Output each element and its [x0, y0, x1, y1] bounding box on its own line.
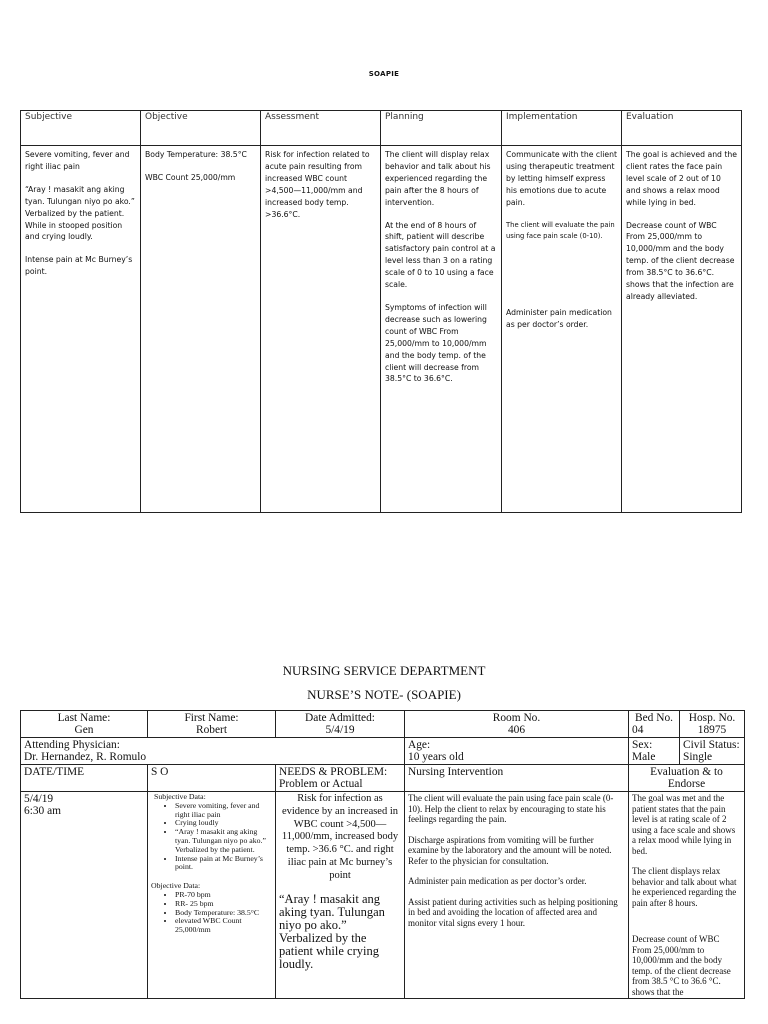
assessment-text: Risk for infection related to acute pain resulting from increased WBC count >4,500—11,000/mm and increased body temp. >36.6°C. — [265, 150, 370, 219]
header-objective: Objective — [141, 111, 261, 146]
planning-text: Symptoms of infection will decrease such as lowering count of WBC From 25,000/mm to 10,000/mm and the body temp. of the client will decrease from 38.5°C to 36.6°C. — [385, 302, 487, 384]
soapie-header-row — [21, 111, 742, 146]
planning-cell — [381, 146, 502, 513]
header-evaluation: Evaluation — [622, 111, 742, 146]
header-assessment: Assessment — [261, 111, 381, 146]
page-title: SOAPIE — [368, 70, 400, 78]
date-admitted-cell — [276, 711, 405, 738]
room-value: 406 — [507, 724, 526, 736]
last-name-label: Last Name: — [57, 712, 111, 724]
needs-cell — [276, 792, 405, 999]
objective-text: WBC Count 25,000/mm — [145, 172, 236, 182]
age-cell — [405, 738, 629, 765]
department-heading: NURSING SERVICE DEPARTMENT — [282, 663, 486, 678]
col-so: S O — [148, 765, 276, 792]
subjective-text: Intense pain at Mc Burney’s point. — [25, 255, 133, 277]
patient-info-row — [21, 711, 745, 738]
assessment-cell — [261, 146, 381, 513]
age-value: 10 years old — [408, 751, 464, 763]
needs-problem-text: Risk for infection as evidence by an increased in WBC count >4,500—11,000/mm, increased body temp. >36.6 °C. and right iliac pain at Mc burney’s point — [281, 793, 399, 881]
first-name-value: Robert — [195, 724, 227, 736]
list-item: • Intense pain at Mc Burney’s point. — [175, 855, 272, 873]
list-item: • RR- 25 bpm — [175, 900, 272, 909]
needs-quote: “Aray ! masakit ang aking tyan. Tulungan niyo po ako.” Verbalized by the patient while crying loudly. — [279, 891, 385, 971]
col-intervention: Nursing Intervention — [405, 765, 629, 792]
list-item: • “Aray ! masakit ang aking tyan. Tulungan niyo po ako.” Verbalized by the patient. — [175, 828, 272, 854]
room-label: Room No. — [492, 712, 541, 724]
evaluation-text: Decrease count of WBC From 25,000/mm to 10,000/mm and the body temp. of the client decrease from 38.5°C to 36.6°C. shows that the infection are already alleviated. — [626, 220, 735, 301]
evaluation-text: The client displays relax behavior and talk about what he experienced regarding the pain after 8 hours. — [632, 866, 737, 908]
evaluation-text: The goal is achieved and the client rates the face pain level scale of 2 out of 10 and shows a relax mood while lying in bed. — [626, 150, 737, 207]
entry-date: 5/4/19 — [24, 793, 54, 805]
nurses-note-table — [20, 710, 745, 999]
hosp-value: 18975 — [697, 724, 727, 736]
list-item: • PR-70 bpm — [175, 891, 272, 900]
objective-data-label: Objective Data: — [151, 881, 201, 891]
subjective-text: “Aray ! masakit ang aking tyan. Tulungan niyo po ako.” Verbalized by the patient. While in stooped position and crying loudly. — [25, 184, 135, 242]
physician-row — [21, 738, 745, 765]
physician-cell — [21, 738, 405, 765]
col-datetime: DATE/TIME — [21, 765, 148, 792]
age-label: Age: — [408, 739, 431, 751]
objective-cell — [141, 146, 261, 513]
last-name-cell — [21, 711, 148, 738]
date-admitted-value: 5/4/19 — [325, 724, 355, 736]
list-item: • Crying loudly — [175, 819, 272, 828]
evaluation-text: The goal was met and the patient states that the pain level is at rating scale of 2 using a face scale and shows a relax mood while lying in bed. — [632, 793, 736, 856]
civil-status-cell — [680, 738, 745, 765]
list-item: • Body Temperature: 38.5°C — [175, 909, 272, 918]
civil-status-value: Single — [683, 751, 713, 763]
sex-cell — [629, 738, 680, 765]
header-implementation: Implementation — [502, 111, 622, 146]
col-evaluation: Evaluation & to Endorse — [629, 765, 745, 792]
sex-value: Male — [632, 751, 656, 763]
planning-text: At the end of 8 hours of shift, patient will describe satisfactory pain control at a level less than 3 on a rating scale of 0 to 10 using a face scale. — [385, 220, 496, 290]
header-planning: Planning — [381, 111, 502, 146]
objective-data-list — [163, 891, 272, 935]
first-name-cell — [148, 711, 276, 738]
intervention-cell — [405, 792, 629, 999]
implementation-text: Administer pain medication as per doctor’s order. — [506, 308, 612, 330]
intervention-text: Discharge aspirations from vomiting will be further examine by the laboratory and the amount will be noted. Refer to the physician for consultation. — [408, 834, 612, 866]
implementation-cell — [502, 146, 622, 513]
list-item: • elevated WBC Count 25,000/mm — [175, 917, 272, 935]
civil-status-label: Civil Status: — [683, 739, 740, 751]
soapie-table — [20, 110, 742, 513]
room-cell — [405, 711, 629, 738]
planning-text: The client will display relax behavior and talk about his experienced regarding the pain after the 8 hours of intervention. — [385, 150, 491, 207]
so-cell — [148, 792, 276, 999]
intervention-text: Assist patient during activities such as helping positioning in bed and avoiding the location of affected area and monitor vital signs every 1 hour. — [408, 896, 618, 928]
date-admitted-label: Date Admitted: — [305, 712, 375, 724]
evaluation-cell — [622, 146, 742, 513]
first-name-label: First Name: — [184, 712, 239, 724]
physician-label: Attending Physician: — [24, 739, 120, 751]
note-title: NURSE’S NOTE- (SOAPIE) — [307, 687, 461, 702]
col-needs: NEEDS & PROBLEM: Problem or Actual — [276, 765, 405, 792]
sex-label: Sex: — [632, 739, 653, 751]
entry-time: 6:30 am — [24, 805, 62, 817]
implementation-text: Communicate with the client using therapeutic treatment by letting himself express his emotions due to acute pain. — [506, 150, 617, 207]
evaluation-endorse-cell — [629, 792, 745, 999]
header-subjective: Subjective — [21, 111, 141, 146]
hosp-cell — [680, 711, 745, 738]
subjective-cell — [21, 146, 141, 513]
objective-text: Body Temperature: 38.5°C — [145, 150, 247, 159]
physician-value: Dr. Hernandez, R. Romulo — [24, 751, 147, 763]
hosp-label: Hosp. No. — [688, 712, 736, 724]
column-header-row — [21, 765, 745, 792]
intervention-text: Administer pain medication as per doctor’s order. — [408, 876, 587, 886]
subjective-data-list — [163, 802, 272, 872]
subjective-text: Severe vomiting, fever and right iliac pain — [25, 150, 130, 171]
last-name-value: Gen — [74, 724, 94, 736]
implementation-text: The client will evaluate the pain using face pain scale (0-10). — [506, 220, 615, 241]
soapie-body-row — [21, 146, 742, 513]
list-item: • Severe vomiting, fever and right iliac pain — [175, 802, 272, 820]
bed-cell — [629, 711, 680, 738]
evaluation-text: Decrease count of WBC From 25,000/mm to 10,000/mm and the body temp. of the client decrease from 38.5 °C to 36.6 °C. shows that the — [632, 934, 731, 997]
subjective-data-label: Subjective Data: — [154, 792, 206, 801]
intervention-text: The client will evaluate the pain using face pain scale (0-10). Help the client to relax by encouraging to state his feelings regarding the pain. — [408, 793, 614, 824]
datetime-cell — [21, 792, 148, 999]
note-entry-row — [21, 792, 745, 999]
bed-label: Bed No. — [635, 712, 673, 724]
bed-value: 04 — [632, 724, 644, 736]
